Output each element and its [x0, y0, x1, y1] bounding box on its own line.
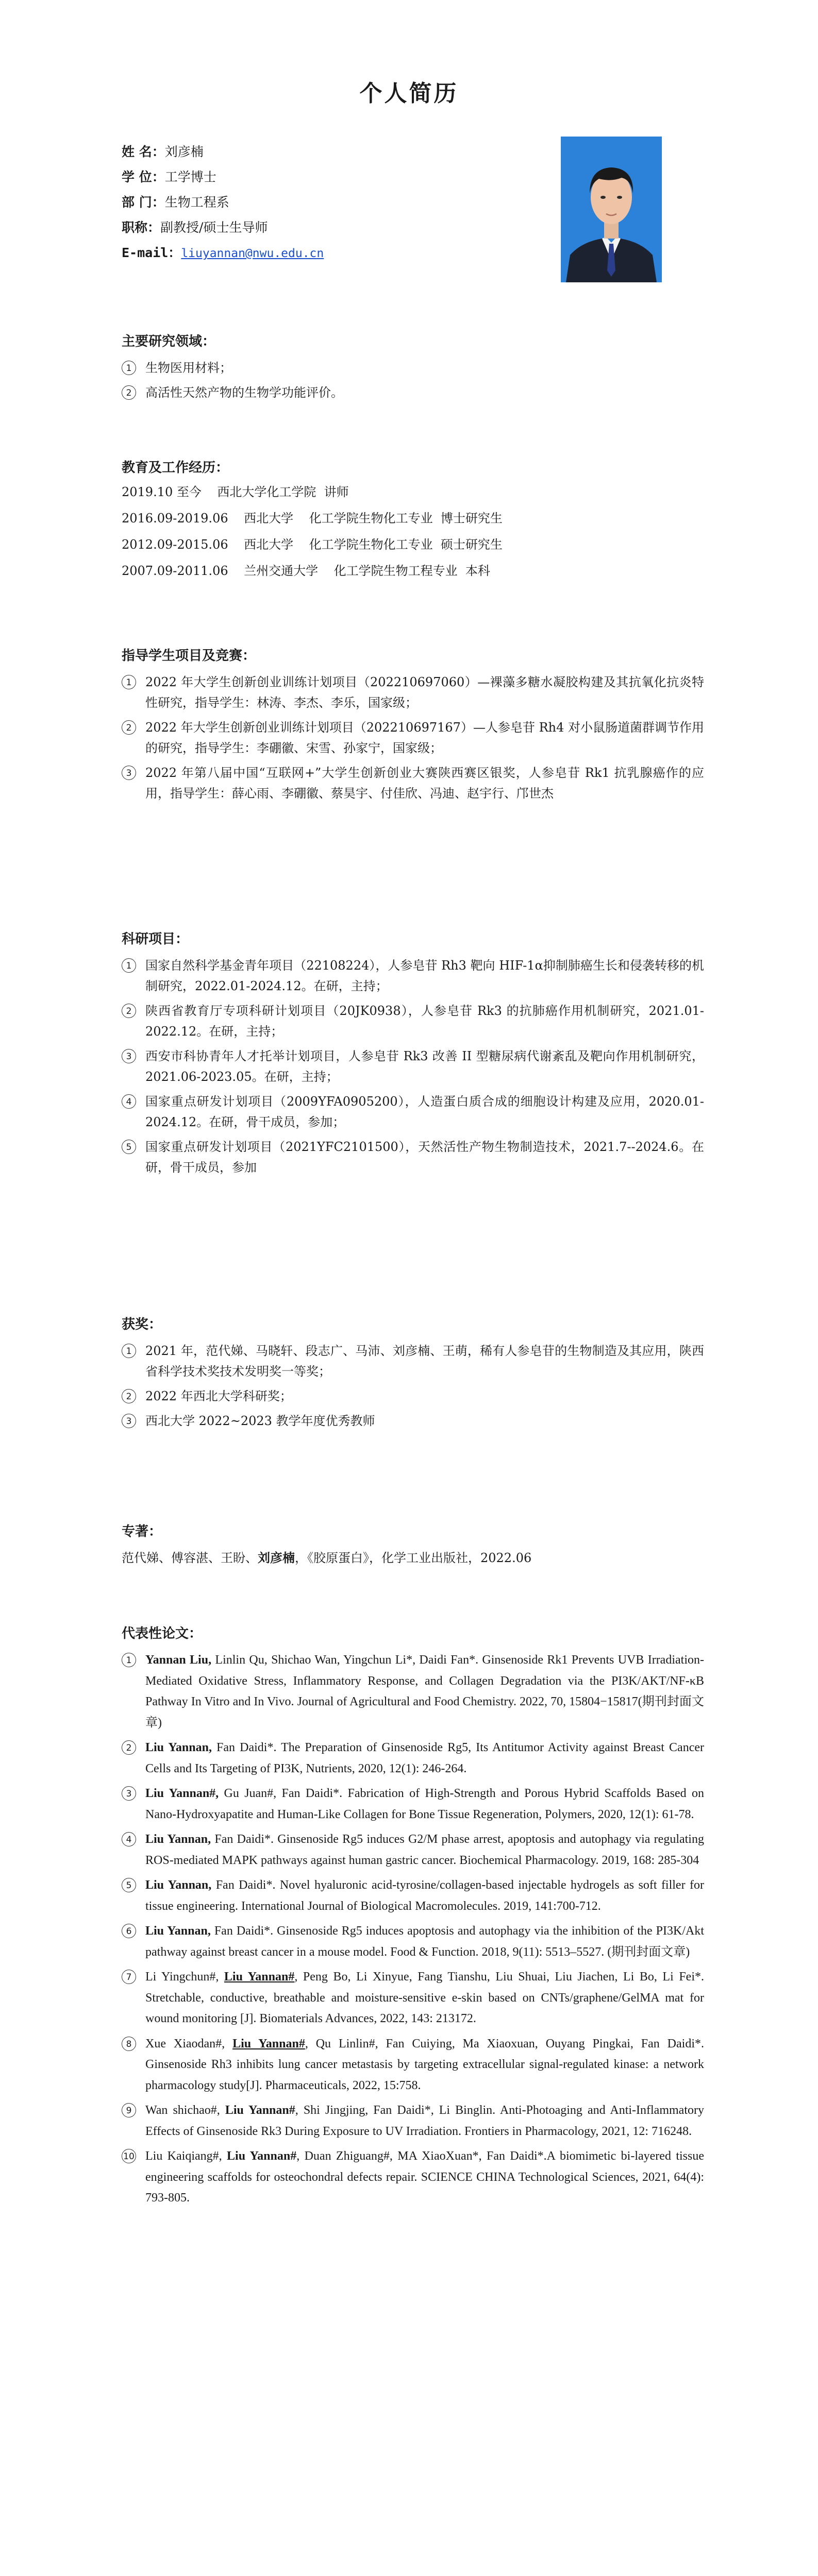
monograph-title: 专著：: [122, 1524, 162, 1539]
paper-item: 5 Liu Yannan, Fan Daidi*. Novel hyaluronic acid-tyrosine/collagen-based injectable hydrogels as soft filler for tissue engineering. International Journal of Biological Macromolecules. 2019, 141:700-712.: [122, 1875, 704, 1917]
rank-value: 副教授/硕士生导师: [160, 220, 268, 235]
profile-photo: [561, 137, 662, 282]
name-row: [122, 139, 324, 164]
monograph-section: [122, 1520, 704, 1568]
awards-section: [122, 1313, 704, 1431]
dept-value: 生物工程系: [164, 195, 229, 210]
research-title: 主要研究领域：: [122, 334, 216, 349]
list-item: 2 2022 年西北大学科研奖；: [122, 1386, 704, 1406]
rank-label: 职称：: [122, 220, 161, 235]
papers-section: [122, 1622, 704, 2209]
page-title: 个人简历: [359, 80, 459, 107]
basic-info: [122, 139, 324, 265]
list-item: 2 陕西省教育厅专项科研计划项目（20JK0938），人参皂苷 Rk3 的抗肺癌作用机制研究，2021.01-2022.12。在研，主持；: [122, 1001, 704, 1042]
research-section: [122, 330, 704, 403]
paper-item: 8 Xue Xiaodan#, Liu Yannan#, Qu Linlin#, Fan Cuiying, Ma Xiaoxuan, Ouyang Pingkai, Fan Daidi*. Ginsenoside Rh3 inhibits lung cancer metastasis by targeting extracellular signal-regulated kinase: a network pharmacology study[J]. Pharmaceuticals, 2022, 15:758.: [122, 2033, 704, 2096]
list-item: 1 2022 年大学生创新创业训练计划项目（202210697060）—裸藻多糖水凝胶构建及其抗氧化抗炎特性研究，指导学生：林涛、李杰、李乐，国家级；: [122, 672, 704, 713]
paper-item: 2 Liu Yannan, Fan Daidi*. The Preparation of Ginsenoside Rg5, Its Antitumor Activity against Breast Cancer Cells and Its Targeting of PI3K, Nutrients, 2020, 12(1): 246-264.: [122, 1737, 704, 1779]
paper-item: 10 Liu Kaiqiang#, Liu Yannan#, Duan Zhiguang#, MA XiaoXuan*, Fan Daidi*.A biomimetic bi-layered tissue engineering scaffolds for osteochondral defects repair. SCIENCE CHINA Technological Sciences, 2021, 64(4): 793-805.: [122, 2146, 704, 2209]
paper-item: 9 Wan shichao#, Liu Yannan#, Shi Jingjing, Fan Daidi*, Li Binglin. Anti-Photoaging and Anti-Inflammatory Effects of Ginsenoside Rk3 During Exposure to UV Irradiation. Frontiers in Pharmacology, 2021, 12: 716248.: [122, 2100, 704, 2142]
name-label: 姓 名：: [122, 144, 165, 159]
list-item: 2016.09-2019.06 西北大学 化工学院生物化工专业 博士研究生: [122, 511, 503, 526]
degree-label: 学 位：: [122, 170, 165, 184]
guidance-section: [122, 644, 704, 804]
dept-label: 部 门：: [122, 195, 165, 210]
list-item: 5 国家重点研发计划项目（2021YFC2101500），天然活性产物生物制造技术，2021.7--2024.6。在研，骨干成员，参加: [122, 1137, 704, 1178]
email-label: E-mail：: [122, 245, 181, 260]
email-link[interactable]: liuyannan@nwu.edu.cn: [181, 247, 324, 260]
list-item: 2019.10 至今 西北大学化工学院 讲师: [122, 485, 349, 499]
monograph-entry: 范代娣、傅容湛、王盼、刘彦楠，《胶原蛋白》，化学工业出版社，2022.06: [122, 1550, 532, 1565]
list-item: 2012.09-2015.06 西北大学 化工学院生物化工专业 硕士研究生: [122, 537, 503, 552]
list-item: 1 生物医用材料；: [122, 358, 704, 378]
paper-item: 6 Liu Yannan, Fan Daidi*. Ginsenoside Rg5 induces apoptosis and autophagy via the inhibition of the PI3K/Akt pathway against breast cancer in a mouse model. Food & Function. 2018, 9(11): 5513–5527. (期刊封面文章): [122, 1921, 704, 1962]
guidance-title: 指导学生项目及竞赛：: [122, 648, 256, 664]
list-item: 3 西北大学 2022~2023 教学年度优秀教师: [122, 1411, 704, 1431]
paper-item: 4 Liu Yannan, Fan Daidi*. Ginsenoside Rg5 induces G2/M phase arrest, apoptosis and autophagy via regulating ROS-mediated MAPK pathways against human gastric cancer. Biochemical Pharmacology. 2019, 168: 285-304: [122, 1829, 704, 1871]
list-item: 3 2022 年第八届中国“互联网+”大学生创新创业大赛陕西赛区银奖，人参皂苷 Rk1 抗乳腺癌作的应用，指导学生：薛心雨、李硼徽、蔡昊宇、付佳欣、冯迪、赵宇行、邝世杰: [122, 762, 704, 804]
list-item: 3 西安市科协青年人才托举计划项目，人参皂苷 Rk3 改善 II 型糖尿病代谢紊乱及靶向作用机制研究，2021.06-2023.05。在研，主持；: [122, 1046, 704, 1087]
list-item: 2 高活性天然产物的生物学功能评价。: [122, 382, 704, 403]
list-item: 2007.09-2011.06 兰州交通大学 化工学院生物工程专业 本科: [122, 564, 490, 578]
projects-title: 科研项目：: [122, 931, 189, 947]
education-section: [122, 456, 704, 581]
name-value: 刘彦楠: [164, 144, 204, 159]
papers-title: 代表性论文：: [122, 1626, 203, 1641]
portrait-image: [561, 137, 662, 282]
degree-value: 工学博士: [164, 170, 216, 184]
degree-row: [122, 164, 324, 190]
list-item: 1 2021 年，范代娣、马晓轩、段志广、马沛、刘彦楠、王萌，稀有人参皂苷的生物制造及其应用，陕西省科学技术奖技术发明奖一等奖；: [122, 1341, 704, 1382]
list-item: 2 2022 年大学生创新创业训练计划项目（202210697167）—人参皂苷 Rh4 对小鼠肠道菌群调节作用的研究，指导学生：李硼徽、宋雪、孙家宁，国家级；: [122, 717, 704, 758]
list-item: 1 国家自然科学基金青年项目（22108224），人参皂苷 Rh3 靶向 HIF-1α抑制肺癌生长和侵袭转移的机制研究，2022.01-2024.12。在研，主持；: [122, 955, 704, 996]
projects-section: [122, 927, 704, 1178]
paper-item: 7 Li Yingchun#, Liu Yannan#, Peng Bo, Li Xinyue, Fang Tianshu, Liu Shuai, Liu Jiachen, Li Bo, Li Fei*. Stretchable, conductive, breathable and moisture-sensitive e-skin based on CNTs/graphene/GelMA mat for wound monitoring [J]. Biomaterials Advances, 2022, 143: 213172.: [122, 1967, 704, 2029]
rank-row: [122, 215, 324, 240]
dept-row: [122, 190, 324, 215]
email-row: [122, 240, 324, 265]
paper-item: 3 Liu Yannan#, Gu Juan#, Fan Daidi*. Fabrication of High-Strength and Porous Hybrid Scaffolds Based on Nano-Hydroxyapatite and Human-Like Collagen for Bone Tissue Regeneration, Polymers, 2020, 12(1): 61-78.: [122, 1783, 704, 1825]
paper-item: 1 Yannan Liu, Linlin Qu, Shichao Wan, Yingchun Li*, Daidi Fan*. Ginsenoside Rk1 Prevents UVB Irradiation-Mediated Oxidative Stress, Inflammatory Response, and Collagen Degradation via the PI3K/AKT/NF-κB Pathway In Vitro and In Vivo. Journal of Agricultural and Food Chemistry. 2022, 70, 15804−15817(期刊封面文章): [122, 1650, 704, 1733]
list-item: 4 国家重点研发计划项目（2009YFA0905200），人造蛋白质合成的细胞设计构建及应用，2020.01-2024.12。在研，骨干成员，参加；: [122, 1091, 704, 1132]
education-title: 教育及工作经历：: [122, 460, 229, 476]
awards-title: 获奖：: [122, 1317, 162, 1332]
